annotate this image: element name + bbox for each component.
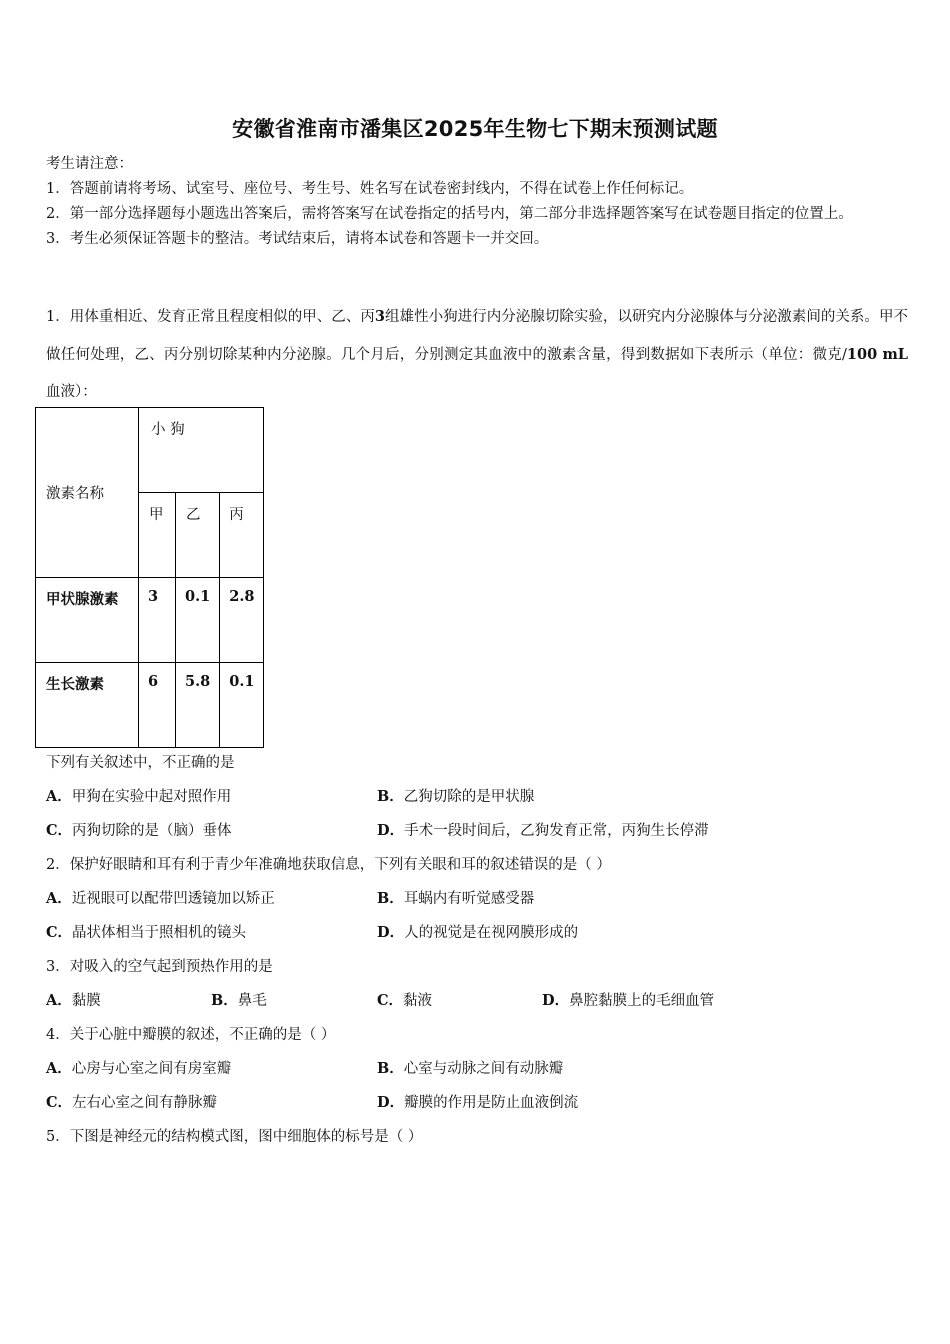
option-label: C．: [377, 992, 404, 1009]
hormone-table: [35, 407, 264, 748]
header-dog-jia: [139, 493, 176, 578]
notes-heading: 考生请注意：: [46, 156, 133, 172]
option-text: 瓣膜的作用是防止血液倒流: [404, 1095, 579, 1111]
row-value: [220, 663, 264, 748]
q3-question-stem: 3．对吸入的空气起到预热作用的是: [46, 959, 273, 975]
question-1-stem: [46, 298, 908, 411]
value-text: 6: [148, 673, 159, 690]
option-label: C．: [46, 924, 73, 941]
header-dog-yi: [176, 493, 220, 578]
row-value: [139, 663, 176, 748]
q2-option-b[interactable]: [377, 887, 534, 908]
row-name-text: 甲状腺激素: [46, 591, 119, 608]
option-label: D．: [377, 924, 405, 941]
page-title: 安徽省淮南市潘集区2025年生物七下期末预测试题: [232, 117, 718, 141]
option-label: A．: [46, 992, 72, 1009]
header-hormone-name: [36, 408, 139, 578]
option-text: 近视眼可以配带凹透镜加以矫正: [71, 891, 275, 907]
option-label: D．: [542, 992, 570, 1009]
option-text: 黏膜: [71, 993, 101, 1009]
header-hormone-name-text: 激素名称: [46, 486, 104, 502]
header-dog-text: 乙: [186, 507, 201, 523]
option-label: B．: [377, 890, 404, 907]
option-label: B．: [211, 992, 238, 1009]
q3-option-b[interactable]: [211, 989, 267, 1010]
q2-option-c[interactable]: [46, 921, 246, 942]
q1-num: 3: [374, 308, 385, 325]
option-text: 黏液: [403, 993, 433, 1009]
q4-option-d[interactable]: [377, 1091, 578, 1112]
option-label: B．: [377, 1060, 404, 1077]
q1-text-b: 组雄性小狗进行内分泌腺切除实验，以研究内分泌腺体与分泌激素间的关系。甲不做任何处理，乙、丙分别切除某种内分泌腺。几个月后，分别测定其血液中的激素含量，得到数据如下表所示（单位：微克/: [46, 309, 909, 363]
q1-option-c[interactable]: [46, 819, 232, 840]
row-value: [176, 663, 220, 748]
q2-question-stem: 2．保护好眼睛和耳有利于青少年准确地获取信息，下列有关眼和耳的叙述错误的是（ ）: [46, 857, 611, 873]
q1-question-stem: 下列有关叙述中，不正确的是: [46, 755, 235, 771]
option-label: A．: [46, 788, 72, 805]
header-dog-bing: [220, 493, 264, 578]
table-row: [36, 578, 264, 663]
value-text: 0.1: [229, 673, 255, 690]
row-name: [36, 663, 139, 748]
q4-option-c[interactable]: [46, 1091, 217, 1112]
header-dog-group-text: 小 狗: [151, 422, 185, 438]
option-label: B．: [377, 788, 404, 805]
q1-option-b[interactable]: [377, 785, 534, 806]
option-label: A．: [46, 890, 72, 907]
exam-notes: [46, 152, 906, 252]
option-label: A．: [46, 1060, 72, 1077]
option-label: D．: [377, 822, 405, 839]
option-text: 晶状体相当于照相机的镜头: [72, 925, 247, 941]
option-text: 人的视觉是在视网膜形成的: [404, 925, 579, 941]
notes-item: 3．考生必须保证答题卡的整洁。考试结束后，请将本试卷和答题卡一并交回。: [46, 231, 549, 247]
table-row: [36, 663, 264, 748]
option-text: 丙狗切除的是（脑）垂体: [72, 823, 232, 839]
option-text: 耳蜗内有听觉感受器: [403, 891, 535, 907]
notes-item: 2．第一部分选择题每小题选出答案后，需将答案写在试卷指定的括号内，第二部分非选择题答案写在试卷题目指定的位置上。: [46, 206, 853, 222]
option-text: 鼻毛: [237, 993, 267, 1009]
q1-option-d[interactable]: [377, 819, 709, 840]
header-dog-text: 甲: [149, 507, 164, 523]
value-text: 0.1: [185, 588, 211, 605]
option-text: 左右心室之间有静脉瓣: [72, 1095, 218, 1111]
q3-option-d[interactable]: [542, 989, 714, 1010]
q3-option-a[interactable]: [46, 989, 101, 1010]
row-value: [220, 578, 264, 663]
q1-unit: 100 mL: [846, 346, 908, 363]
header-dog-text: 丙: [229, 507, 244, 523]
option-label: C．: [46, 1094, 73, 1111]
q4-question-stem: 4．关于心脏中瓣膜的叙述，不正确的是（ ）: [46, 1027, 336, 1043]
option-text: 手术一段时间后，乙狗发育正常，丙狗生长停滞: [404, 823, 709, 839]
q4-option-a[interactable]: [46, 1057, 231, 1078]
value-text: 2.8: [229, 588, 255, 605]
q5-question-stem: 5．下图是神经元的结构模式图，图中细胞体的标号是（ ）: [46, 1129, 423, 1145]
option-text: 心房与心室之间有房室瓣: [71, 1061, 232, 1077]
q1-option-a[interactable]: [46, 785, 231, 806]
row-name-text: 生长激素: [46, 676, 104, 693]
row-value: [139, 578, 176, 663]
value-text: 3: [148, 588, 159, 605]
option-text: 心室与动脉之间有动脉瓣: [403, 1061, 564, 1077]
option-text: 鼻腔黏膜上的毛细血管: [569, 993, 715, 1009]
option-label: C．: [46, 822, 73, 839]
option-label: D．: [377, 1094, 405, 1111]
option-text: 甲狗在实验中起对照作用: [71, 789, 232, 805]
notes-item: 1．答题前请将考场、试室号、座位号、考生号、姓名写在试卷密封线内，不得在试卷上作任何标记。: [46, 181, 694, 197]
q2-option-d[interactable]: [377, 921, 578, 942]
value-text: 5.8: [185, 673, 211, 690]
header-dog-group: [139, 408, 264, 493]
q1-text-a: 1．用体重相近、发育正常且程度相似的甲、乙、丙: [46, 309, 375, 325]
q1-text-c: 血液）：: [46, 384, 97, 400]
row-name: [36, 578, 139, 663]
option-text: 乙狗切除的是甲状腺: [403, 789, 535, 805]
q2-option-a[interactable]: [46, 887, 275, 908]
q4-option-b[interactable]: [377, 1057, 563, 1078]
row-value: [176, 578, 220, 663]
q3-option-c[interactable]: [377, 989, 432, 1010]
